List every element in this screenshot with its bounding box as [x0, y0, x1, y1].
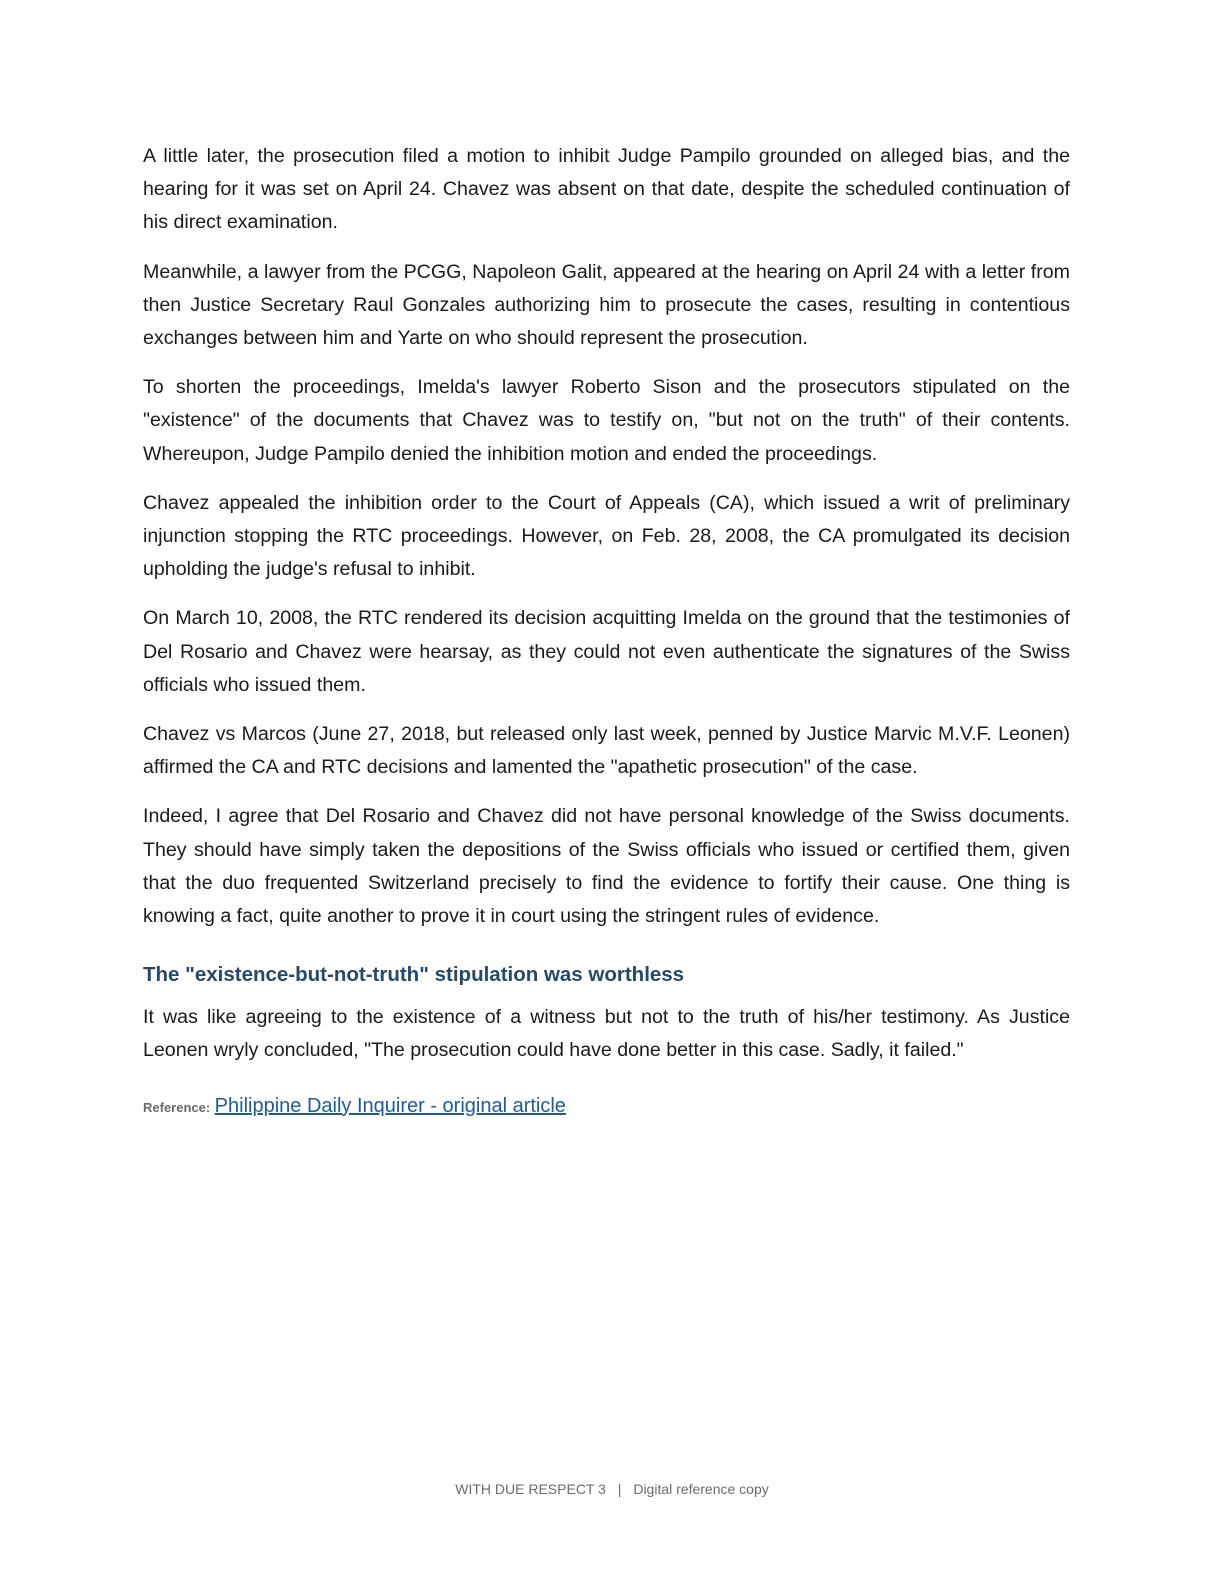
section-heading: The "existence-but-not-truth" stipulation was worthless: [143, 963, 685, 987]
article-paragraph: On March 10, 2008, the RTC rendered its decision acquitting Imelda on the ground that the testimonies of Del Rosario and Chavez were hearsay, as they could not even authenticate the signatures of the Swiss officials who issued them.: [143, 607, 1070, 696]
article-paragraph: To shorten the proceedings, Imelda's lawyer Roberto Sison and the prosecutors stipulated on the "existence" of the documents that Chavez was to testify on, "but not on the truth" of their contents. Whereupon, Judge Pampilo denied the inhibition motion and ended the proceedings.: [143, 376, 1070, 465]
article-body: [143, 140, 1070, 1122]
reference-link[interactable]: Philippine Daily Inquirer - original article: [214, 1094, 566, 1117]
article-paragraph: A little later, the prosecution filed a motion to inhibit Judge Pampilo grounded on alleged bias, and the hearing for it was set on April 24. Chavez was absent on that date, despite the scheduled continuation of his direct examination.: [143, 145, 1070, 234]
article-paragraph: Indeed, I agree that Del Rosario and Chavez did not have personal knowledge of the Swiss documents. They should have simply taken the depositions of the Swiss officials who issued or certified them, given that the duo frequented Switzerland precisely to find the evidence to fortify their cause. One thing is knowing a fact, quite another to prove it in court using the stringent rules of evidence.: [143, 805, 1070, 928]
article-paragraph: Chavez vs Marcos (June 27, 2018, but released only last week, penned by Justice Marvic M.V.F. Leonen) affirmed the CA and RTC decisions and lamented the "apathetic prosecution" of the case.: [143, 723, 1070, 779]
article-paragraph: It was like agreeing to the existence of a witness but not to the truth of his/her testimony. As Justice Leonen wryly concluded, "The prosecution could have done better in this case. Sadly, it failed.": [143, 1006, 1070, 1062]
footer-separator: |: [617, 1481, 622, 1497]
footer-note: Digital reference copy: [633, 1481, 769, 1497]
reference-line: [143, 1092, 1070, 1122]
article-paragraph: Chavez appealed the inhibition order to the Court of Appeals (CA), which issued a writ of preliminary injunction stopping the RTC proceedings. However, on Feb. 28, 2008, the CA promulgated its decision upholding the judge's refusal to inhibit.: [143, 491, 1070, 581]
reference-label: Reference:: [143, 1099, 211, 1115]
page-footer: [0, 1479, 1224, 1499]
article-paragraph: Meanwhile, a lawyer from the PCGG, Napoleon Galit, appeared at the hearing on April 24 with a letter from then Justice Secretary Raul Gonzales authorizing him to prosecute the cases, resulting in contentious exchanges between him and Yarte on who should represent the prosecution.: [143, 260, 1070, 350]
footer-title: WITH DUE RESPECT 3: [455, 1481, 606, 1497]
